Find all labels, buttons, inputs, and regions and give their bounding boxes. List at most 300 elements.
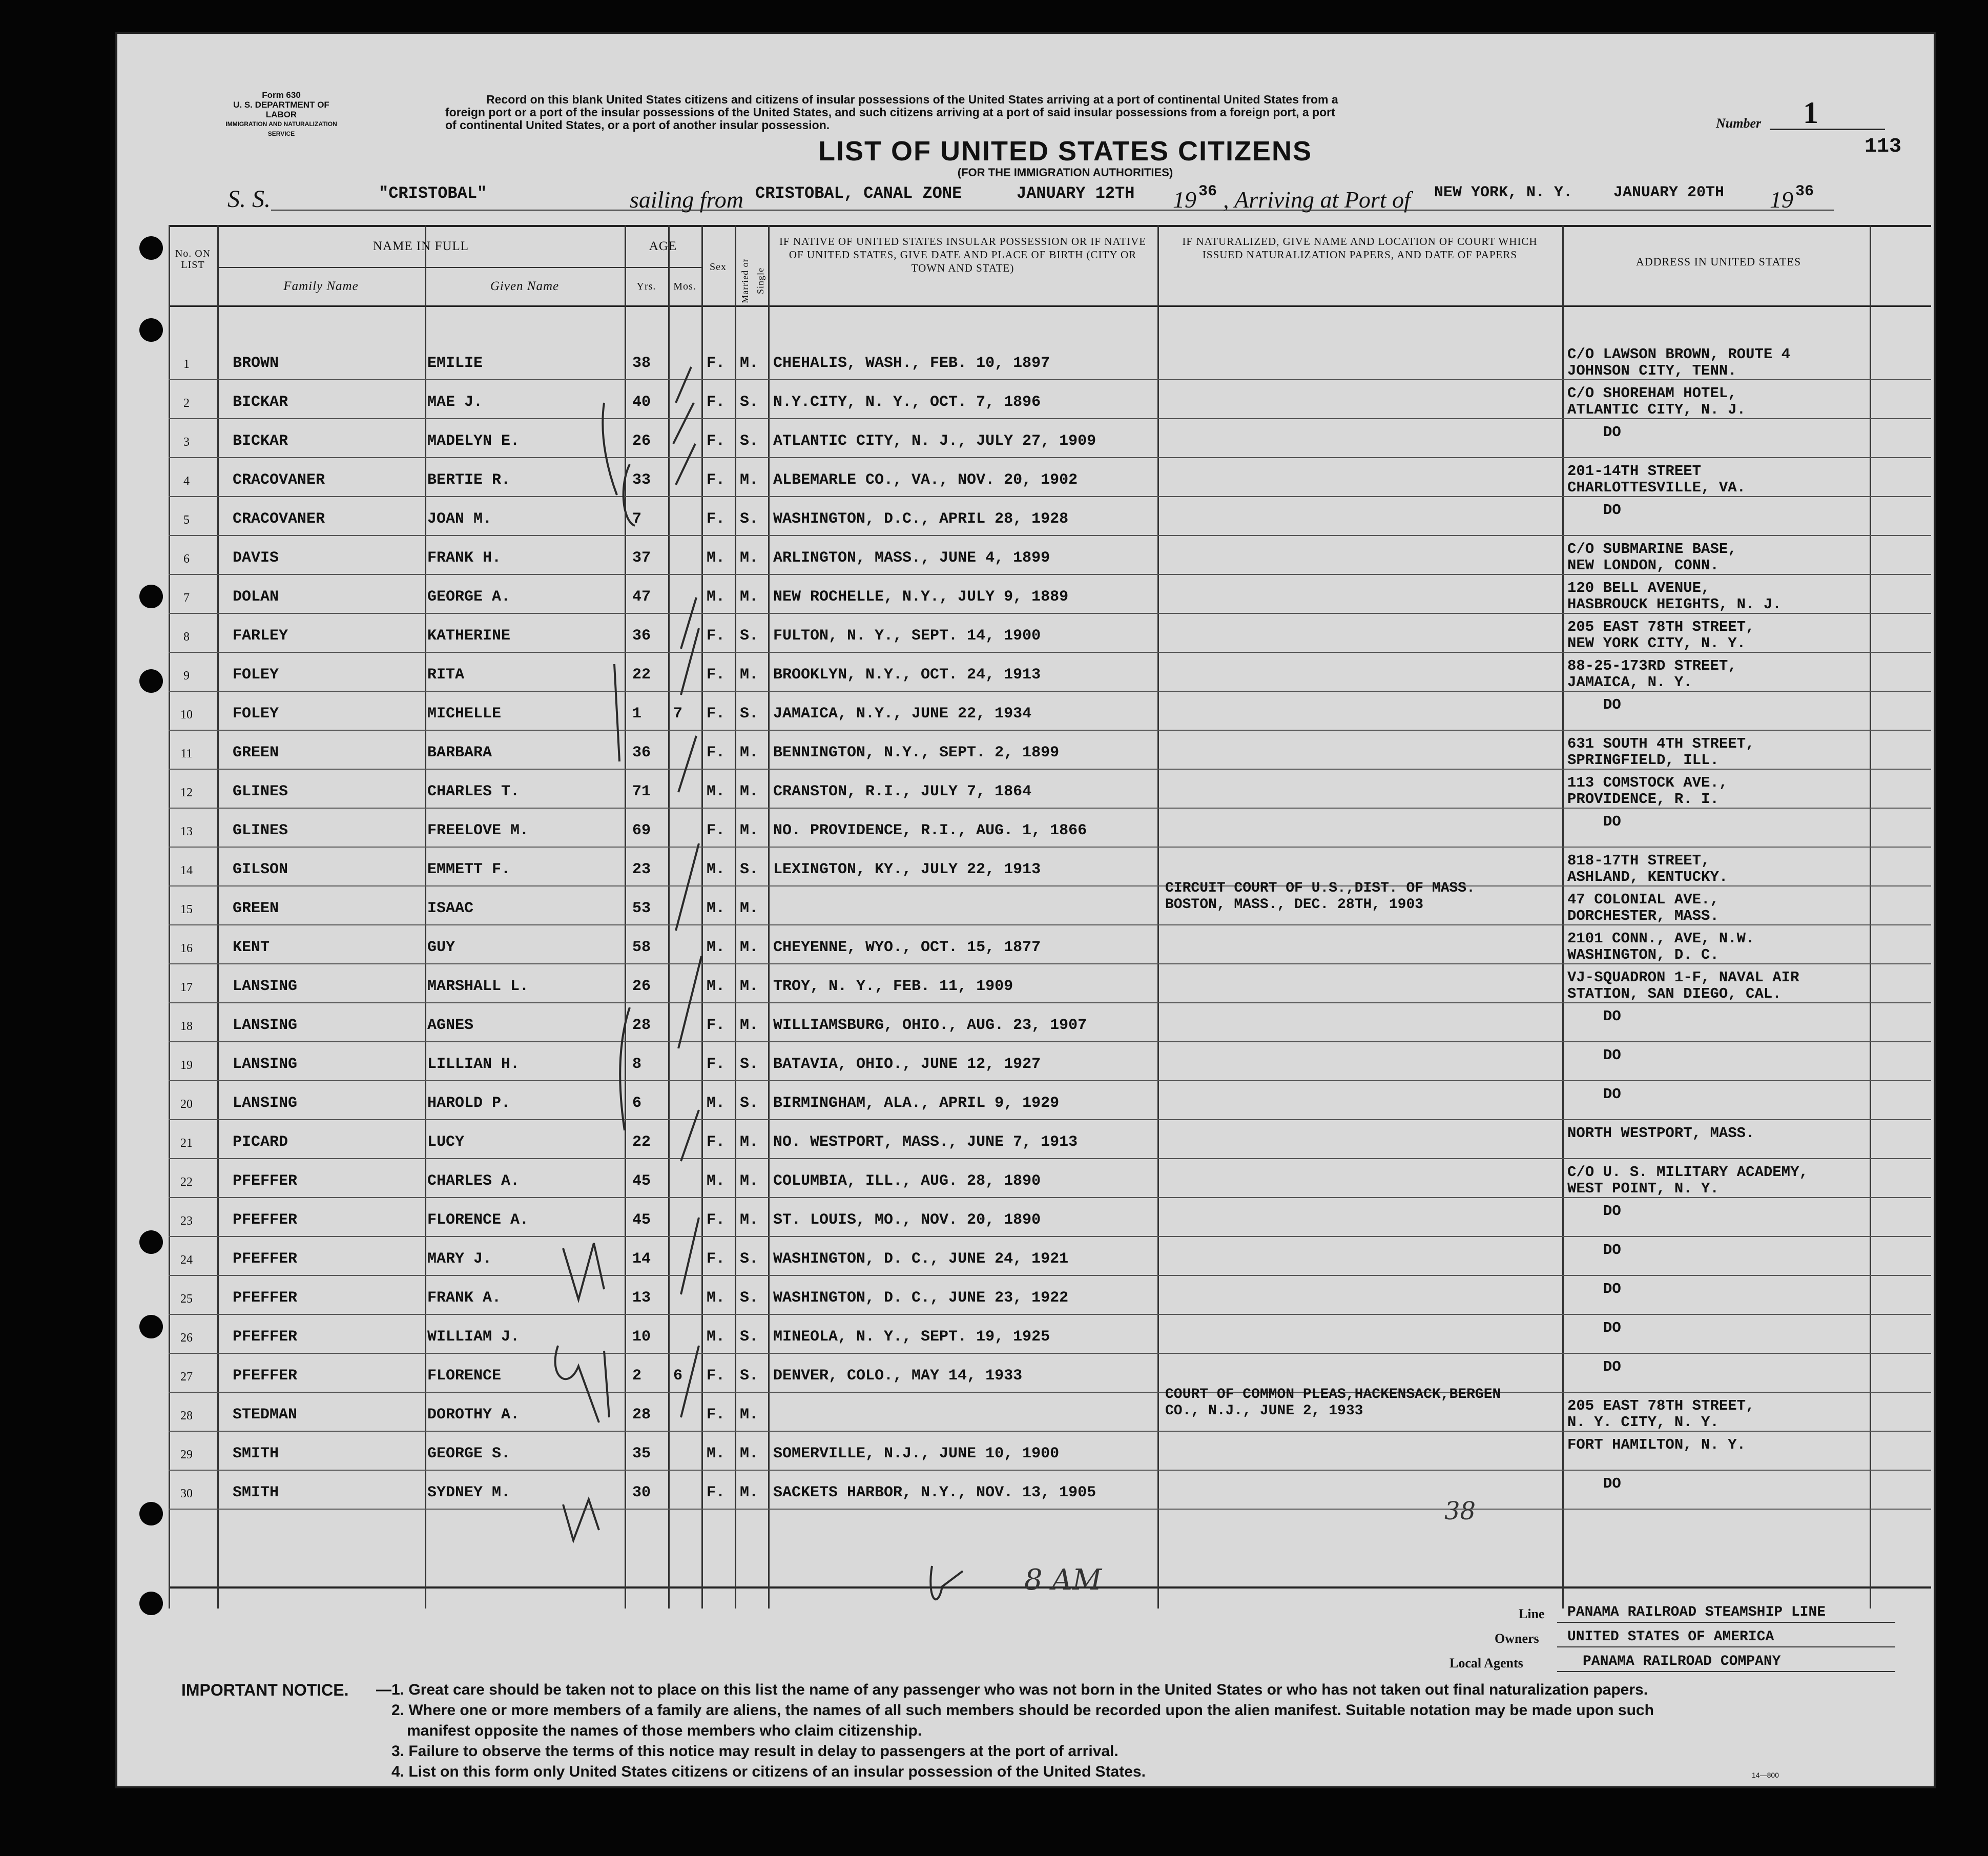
cell-yrs: 33	[632, 471, 651, 489]
cell-birth: DENVER, COLO., MAY 14, 1933	[773, 1367, 1023, 1385]
cell-birth: LEXINGTON, KY., JULY 22, 1913	[773, 861, 1041, 878]
address-line: 88-25-173RD STREET,	[1567, 657, 1737, 674]
address-line: ATLANTIC CITY, N. J.	[1567, 401, 1746, 418]
cell-given: FLORENCE	[427, 1367, 502, 1385]
cell-sex: M.	[707, 1445, 726, 1462]
cell-yrs: 36	[632, 627, 651, 645]
cell-birth: ARLINGTON, MASS., JUNE 4, 1899	[773, 549, 1050, 567]
pen-stroke	[930, 1566, 963, 1599]
cell-yrs: 8	[632, 1056, 642, 1073]
header-age: AGE	[649, 239, 677, 253]
notice-item: 4. List on this form only United States citizens or citizens of an insular possession of the United States.	[391, 1763, 1146, 1780]
cell-sex: F.	[707, 432, 726, 450]
sailing-date: JANUARY 12TH	[1017, 184, 1135, 203]
cell-no: 27	[180, 1370, 193, 1384]
cell-family: PFEFFER	[233, 1250, 298, 1268]
address-line: ASHLAND, KENTUCKY.	[1567, 869, 1728, 885]
cell-sex: F.	[707, 1133, 726, 1151]
cell-sex: M.	[707, 900, 726, 917]
cell-no: 8	[183, 630, 190, 644]
check-mark	[678, 736, 696, 792]
cell-family: FARLEY	[233, 627, 288, 645]
cell-ms: S.	[740, 1095, 759, 1112]
cell-no: 20	[180, 1098, 193, 1111]
cell-no: 12	[180, 786, 193, 799]
address-line: C/O LAWSON BROWN, ROUTE 4	[1567, 346, 1791, 363]
cell-family: SMITH	[233, 1445, 279, 1462]
cell-sex: F.	[707, 705, 726, 723]
cell-yrs: 14	[632, 1250, 651, 1268]
number-value: 1	[1803, 96, 1818, 130]
cell-family: STEDMAN	[233, 1406, 298, 1424]
line-underline	[1557, 1622, 1895, 1623]
header-family-name: Family Name	[283, 279, 359, 293]
cell-yrs: 13	[632, 1289, 651, 1307]
cell-given: BERTIE R.	[427, 471, 511, 489]
address-line: NORTH WESTPORT, MASS.	[1567, 1125, 1755, 1142]
cell-birth: NEW ROCHELLE, N.Y., JULY 9, 1889	[773, 588, 1069, 606]
cell-given: AGNES	[427, 1017, 474, 1034]
pen-stroke	[604, 1351, 609, 1417]
cell-no: 5	[183, 513, 190, 527]
cell-ms: S.	[740, 627, 759, 645]
cell-ms: S.	[740, 432, 759, 450]
cell-no: 3	[183, 436, 190, 449]
cell-birth: CRANSTON, R.I., JULY 7, 1864	[773, 783, 1032, 800]
agents-label: Local Agents	[1449, 1656, 1523, 1671]
cell-ms: M.	[740, 783, 759, 800]
cell-family: PFEFFER	[233, 1328, 298, 1346]
sailing-label: sailing from	[630, 187, 743, 213]
cell-family: BROWN	[233, 355, 279, 372]
cell-birth: BENNINGTON, N.Y., SEPT. 2, 1899	[773, 744, 1060, 761]
handwritten-annotations	[117, 34, 1934, 1786]
cell-birth: N.Y.CITY, N. Y., OCT. 7, 1896	[773, 394, 1041, 411]
header-no: No. ON LIST	[175, 248, 211, 271]
cell-birth: WASHINGTON, D.C., APRIL 28, 1928	[773, 510, 1069, 528]
form-service: IMMIGRATION AND NATURALIZATION SERVICE	[225, 120, 337, 137]
arrival-year: 36	[1795, 183, 1814, 200]
check-mark	[681, 597, 696, 649]
cell-birth: WILLIAMSBURG, OHIO., AUG. 23, 1907	[773, 1017, 1087, 1034]
cell-no: 18	[180, 1020, 193, 1033]
cell-sex: M.	[707, 861, 726, 878]
cell-birth: WASHINGTON, D. C., JUNE 24, 1921	[773, 1250, 1069, 1268]
cell-ms: M.	[740, 978, 759, 995]
address-line: 2101 CONN., AVE, N.W.	[1567, 930, 1755, 947]
line-label: Line	[1519, 1606, 1545, 1621]
cell-no: 6	[183, 552, 190, 566]
address-line: DO	[1603, 813, 1621, 830]
cell-sex: F.	[707, 1211, 726, 1229]
cell-family: BICKAR	[233, 394, 288, 411]
cell-sex: F.	[707, 471, 726, 489]
cell-family: LANSING	[233, 978, 298, 995]
cell-given: GEORGE S.	[427, 1445, 511, 1462]
cell-birth: WASHINGTON, D. C., JUNE 23, 1922	[773, 1289, 1069, 1307]
cell-no: 13	[180, 825, 193, 838]
cell-birth: COLUMBIA, ILL., AUG. 28, 1890	[773, 1172, 1041, 1190]
address-line: FORT HAMILTON, N. Y.	[1567, 1436, 1746, 1453]
cell-given: EMILIE	[427, 355, 483, 372]
address-line: DO	[1603, 502, 1621, 519]
cell-no: 1	[183, 358, 190, 371]
cell-ms: S.	[740, 1367, 759, 1385]
form-number: Form 630	[262, 90, 301, 100]
cell-family: DAVIS	[233, 549, 279, 567]
cell-ms: S.	[740, 861, 759, 878]
cell-no: 10	[180, 708, 193, 721]
cell-given: WILLIAM J.	[427, 1328, 520, 1346]
punch-hole	[139, 1502, 163, 1525]
address-line: 201-14TH STREET	[1567, 463, 1702, 480]
address-line: SPRINGFIELD, ILL.	[1567, 752, 1719, 769]
cell-given: FRANK A.	[427, 1289, 502, 1307]
cell-given: CHARLES A.	[427, 1172, 520, 1190]
pen-stroke	[603, 403, 617, 495]
address-line: DO	[1603, 1358, 1621, 1375]
cell-family: LANSING	[233, 1056, 298, 1073]
cell-no: 16	[180, 942, 193, 955]
cell-yrs: 58	[632, 939, 651, 956]
cell-birth: NO. WESTPORT, MASS., JUNE 7, 1913	[773, 1133, 1078, 1151]
cell-no: 9	[183, 669, 190, 683]
pen-stroke	[563, 1499, 599, 1540]
address-line: 205 EAST 78TH STREET,	[1567, 1397, 1755, 1414]
address-line: DO	[1603, 1008, 1621, 1025]
check-mark	[676, 367, 691, 403]
cell-ms: M.	[740, 471, 759, 489]
manifest-sheet	[115, 32, 1936, 1788]
cell-ms: S.	[740, 1289, 759, 1307]
cell-ms: M.	[740, 1017, 759, 1034]
owners-label: Owners	[1495, 1631, 1539, 1646]
cell-yrs: 69	[632, 822, 651, 839]
cell-yrs: 22	[632, 666, 651, 684]
cell-no: 4	[183, 475, 190, 488]
header-naturalized: IF NATURALIZED, GIVE NAME AND LOCATION OF COURT WHICH ISSUED NATURALIZATION PAPERS, AND DATE OF PAPERS	[1182, 235, 1538, 261]
address-line: CHARLOTTESVILLE, VA.	[1567, 479, 1746, 496]
address-line: DO	[1603, 1203, 1621, 1220]
instruction-line: Record on this blank United States citizens and citizens of insular possessions of the United States arriving at a port of continental United States from a	[486, 93, 1338, 106]
pen-stroke	[614, 664, 619, 761]
cell-family: LANSING	[233, 1095, 298, 1112]
cell-no: 7	[183, 591, 190, 605]
cell-ms: M.	[740, 549, 759, 567]
cell-no: 2	[183, 397, 190, 410]
notice-heading: IMPORTANT NOTICE.	[181, 1681, 349, 1699]
check-mark	[676, 444, 695, 485]
cell-yrs: 53	[632, 900, 651, 917]
address-line: 205 EAST 78TH STREET,	[1567, 618, 1755, 635]
address-line: STATION, SAN DIEGO, CAL.	[1567, 985, 1782, 1002]
cell-sex: F.	[707, 1056, 726, 1073]
cell-yrs: 26	[632, 432, 651, 450]
header-address: ADDRESS IN UNITED STATES	[1635, 255, 1801, 268]
cell-yrs: 7	[632, 510, 642, 528]
cell-yrs: 45	[632, 1172, 651, 1190]
page-number: 113	[1865, 135, 1902, 158]
arriving-label: , Arriving at Port of	[1223, 187, 1411, 213]
instruction-line: foreign port or a port of the insular possessions of the United States, and such citizens arriving at a port of said insular possessions from a foreign port, a port	[445, 106, 1335, 119]
cell-given: GUY	[427, 939, 455, 956]
court-line: CO., N.J., JUNE 2, 1933	[1165, 1403, 1363, 1419]
notice-item: 2. Where one or more members of a family are aliens, the names of all such members should be recorded upon the alien manifest. Suitable notation may be made upon such	[391, 1702, 1654, 1719]
cell-family: DOLAN	[233, 588, 279, 606]
cell-ms: M.	[740, 1406, 759, 1424]
cell-yrs: 38	[632, 355, 651, 372]
handwritten-footer-note: 8 AM	[1024, 1563, 1102, 1597]
form-dept: U. S. DEPARTMENT OF LABOR	[233, 100, 329, 119]
check-mark	[681, 1110, 699, 1161]
cell-family: SMITH	[233, 1484, 279, 1501]
cell-no: 24	[180, 1253, 193, 1267]
cell-mos: 7	[673, 705, 683, 723]
cell-ms: M.	[740, 822, 759, 839]
cell-given: MADELYN E.	[427, 432, 520, 450]
cell-birth: SACKETS HARBOR, N.Y., NOV. 13, 1905	[773, 1484, 1096, 1501]
header-given-name: Given Name	[490, 279, 560, 293]
cell-ms: M.	[740, 939, 759, 956]
cell-yrs: 36	[632, 744, 651, 761]
handwritten-count: 38	[1444, 1497, 1476, 1525]
header-yrs: Yrs.	[636, 281, 656, 292]
cell-sex: M.	[707, 939, 726, 956]
cell-no: 19	[180, 1059, 193, 1072]
cell-no: 21	[180, 1137, 193, 1150]
court-line: COURT OF COMMON PLEAS,HACKENSACK,BERGEN	[1165, 1387, 1501, 1403]
address-line: 818-17TH STREET,	[1567, 852, 1710, 869]
address-line: DO	[1603, 1047, 1621, 1064]
cell-family: CRACOVANER	[233, 471, 325, 489]
cell-birth: BATAVIA, OHIO., JUNE 12, 1927	[773, 1056, 1041, 1073]
cell-given: ISAAC	[427, 900, 474, 917]
cell-birth: NO. PROVIDENCE, R.I., AUG. 1, 1866	[773, 822, 1087, 839]
cell-given: JOAN M.	[427, 510, 492, 528]
cell-no: 15	[180, 903, 193, 916]
cell-family: GLINES	[233, 783, 288, 800]
address-line: N. Y. CITY, N. Y.	[1567, 1414, 1719, 1431]
cell-family: PFEFFER	[233, 1289, 298, 1307]
cell-ms: S.	[740, 1328, 759, 1346]
cell-birth: BIRMINGHAM, ALA., APRIL 9, 1929	[773, 1095, 1060, 1112]
cell-given: MARSHALL L.	[427, 978, 529, 995]
notice-item: 3. Failure to observe the terms of this notice may result in delay to passengers at the port of arrival.	[391, 1743, 1119, 1760]
address-line: C/O SUBMARINE BASE,	[1567, 541, 1737, 558]
notice-item: —1. Great care should be taken not to place on this list the name of any passenger who was not born in the United States or who has not taken out final naturalization papers.	[376, 1681, 1648, 1698]
cell-birth: ATLANTIC CITY, N. J., JULY 27, 1909	[773, 432, 1096, 450]
cell-yrs: 35	[632, 1445, 651, 1462]
cell-ms: M.	[740, 666, 759, 684]
cell-sex: F.	[707, 1017, 726, 1034]
address-line: DORCHESTER, MASS.	[1567, 908, 1719, 924]
cell-given: GEORGE A.	[427, 588, 511, 606]
address-line: C/O SHOREHAM HOTEL,	[1567, 385, 1737, 402]
cell-sex: M.	[707, 1172, 726, 1190]
pen-stroke	[555, 1346, 599, 1422]
address-line: JOHNSON CITY, TENN.	[1567, 362, 1737, 379]
cell-given: RITA	[427, 666, 465, 684]
cell-sex: F.	[707, 666, 726, 684]
address-line: VJ-SQUADRON 1-F, NAVAL AIR	[1567, 969, 1799, 986]
cell-given: LILLIAN H.	[427, 1056, 520, 1073]
line-info	[1449, 1604, 1911, 1681]
cell-birth: BROOKLYN, N.Y., OCT. 24, 1913	[773, 666, 1041, 684]
cell-no: 17	[180, 981, 193, 994]
address-line: PROVIDENCE, R. I.	[1567, 791, 1719, 808]
year-prefix: 19	[1173, 187, 1196, 213]
cell-ms: M.	[740, 1484, 759, 1501]
check-mark	[681, 1218, 699, 1294]
cell-ms: M.	[740, 1211, 759, 1229]
cell-yrs: 71	[632, 783, 651, 800]
punch-hole	[139, 318, 163, 342]
address-line: NEW YORK CITY, N. Y.	[1567, 635, 1746, 652]
cell-yrs: 40	[632, 394, 651, 411]
number-label: Number	[1716, 116, 1762, 131]
check-mark	[676, 843, 699, 931]
cell-yrs: 30	[632, 1484, 651, 1501]
cell-birth: TROY, N. Y., FEB. 11, 1909	[773, 978, 1013, 995]
arrival-date: JANUARY 20TH	[1613, 184, 1725, 201]
cell-given: FLORENCE A.	[427, 1211, 529, 1229]
cell-family: PFEFFER	[233, 1211, 298, 1229]
cell-sex: M.	[707, 1095, 726, 1112]
address-line: 631 SOUTH 4TH STREET,	[1567, 735, 1755, 752]
year-prefix: 19	[1770, 187, 1793, 213]
address-line: DO	[1603, 1086, 1621, 1103]
punch-hole	[139, 236, 163, 260]
cell-no: 30	[180, 1487, 193, 1500]
cell-sex: F.	[707, 744, 726, 761]
cell-ms: M.	[740, 1133, 759, 1151]
cell-birth: CHEHALIS, WASH., FEB. 10, 1897	[773, 355, 1050, 372]
cell-birth: MINEOLA, N. Y., SEPT. 19, 1925	[773, 1328, 1050, 1346]
cell-given: MAE J.	[427, 394, 483, 411]
cell-given: FRANK H.	[427, 549, 502, 567]
cell-birth: ALBEMARLE CO., VA., NOV. 20, 1902	[773, 471, 1078, 489]
cell-birth: ST. LOUIS, MO., NOV. 20, 1890	[773, 1211, 1041, 1229]
print-code: 14—800	[1752, 1771, 1779, 1779]
page-title: LIST OF UNITED STATES CITIZENS	[818, 136, 1312, 167]
cell-birth: CHEYENNE, WYO., OCT. 15, 1877	[773, 939, 1041, 956]
cell-yrs: 37	[632, 549, 651, 567]
cell-yrs: 23	[632, 861, 651, 878]
cell-yrs: 2	[632, 1367, 642, 1385]
pen-stroke	[620, 1007, 630, 1130]
cell-sex: F.	[707, 510, 726, 528]
cell-sex: F.	[707, 394, 726, 411]
cell-ms: M.	[740, 900, 759, 917]
cell-sex: M.	[707, 978, 726, 995]
cell-ms: S.	[740, 1250, 759, 1268]
instruction-line: of continental United States, or a port of another insular possession.	[445, 118, 830, 132]
cell-family: LANSING	[233, 1017, 298, 1034]
header-name-in-full: NAME IN FULL	[373, 239, 469, 253]
cell-sex: M.	[707, 783, 726, 800]
cell-sex: F.	[707, 822, 726, 839]
cell-given: HAROLD P.	[427, 1095, 511, 1112]
cell-sex: M.	[707, 1328, 726, 1346]
cell-yrs: 1	[632, 705, 642, 723]
cell-family: GILSON	[233, 861, 288, 878]
court-line: BOSTON, MASS., DEC. 28TH, 1903	[1165, 897, 1424, 913]
cell-yrs: 28	[632, 1406, 651, 1424]
owners-value: UNITED STATES OF AMERICA	[1567, 1629, 1774, 1645]
address-line: 113 COMSTOCK AVE.,	[1567, 774, 1728, 791]
cell-sex: F.	[707, 1367, 726, 1385]
pen-stroke	[563, 1243, 604, 1300]
address-line: WASHINGTON, D. C.	[1567, 946, 1719, 963]
cell-no: 23	[180, 1214, 193, 1228]
cell-sex: F.	[707, 627, 726, 645]
cell-given: KATHERINE	[427, 627, 511, 645]
punch-hole	[139, 1315, 163, 1338]
pen-stroke	[624, 464, 635, 526]
cell-sex: F.	[707, 355, 726, 372]
address-line: DO	[1603, 1242, 1621, 1259]
page-subtitle: (FOR THE IMMIGRATION AUTHORITIES)	[957, 166, 1173, 179]
agents-value: PANAMA RAILROAD COMPANY	[1583, 1654, 1781, 1669]
address-line: DO	[1603, 424, 1621, 441]
header-birth: IF NATIVE OF UNITED STATES INSULAR POSSESSION OR IF NATIVE OF UNITED STATES, GIVE DATE AND PLACE OF BIRTH (CITY OR TOWN AND STATE)	[779, 235, 1147, 274]
address-line: WEST POINT, N. Y.	[1567, 1180, 1719, 1197]
punch-hole	[139, 1230, 163, 1254]
ss-label: S. S.	[227, 185, 271, 213]
cell-ms: M.	[740, 1172, 759, 1190]
cell-given: EMMETT F.	[427, 861, 511, 878]
cell-ms: M.	[740, 1445, 759, 1462]
check-mark	[673, 403, 694, 444]
cell-given: FREELOVE M.	[427, 822, 529, 839]
agents-underline	[1557, 1671, 1895, 1672]
cell-mos: 6	[673, 1367, 683, 1385]
cell-ms: S.	[740, 705, 759, 723]
punch-hole	[139, 669, 163, 693]
owners-underline	[1557, 1646, 1895, 1647]
address-line: 47 COLONIAL AVE.,	[1567, 891, 1719, 908]
cell-family: CRACOVANER	[233, 510, 325, 528]
arrival-port: NEW YORK, N. Y.	[1434, 184, 1573, 201]
cell-yrs: 6	[632, 1095, 642, 1112]
cell-family: PFEFFER	[233, 1172, 298, 1190]
ship-name: "CRISTOBAL"	[379, 184, 487, 203]
cell-given: DOROTHY A.	[427, 1406, 520, 1424]
cell-ms: S.	[740, 394, 759, 411]
cell-sex: M.	[707, 588, 726, 606]
cell-ms: S.	[740, 1056, 759, 1073]
header-married-single: Married or Single	[740, 258, 765, 303]
address-line: DO	[1603, 1475, 1621, 1492]
cell-no: 14	[180, 864, 193, 877]
address-line: DO	[1603, 696, 1621, 713]
cell-birth: JAMAICA, N.Y., JUNE 22, 1934	[773, 705, 1032, 723]
address-line: C/O U. S. MILITARY ACADEMY,	[1567, 1164, 1808, 1181]
cell-yrs: 22	[632, 1133, 651, 1151]
address-line: DO	[1603, 1319, 1621, 1336]
cell-ms: M.	[740, 744, 759, 761]
address-line: DO	[1603, 1281, 1621, 1297]
cell-given: BARBARA	[427, 744, 492, 761]
address-line: JAMAICA, N. Y.	[1567, 674, 1692, 691]
cell-given: CHARLES T.	[427, 783, 520, 800]
cell-family: BICKAR	[233, 432, 288, 450]
cell-no: 26	[180, 1331, 193, 1345]
cell-given: LUCY	[427, 1133, 465, 1151]
cell-family: FOLEY	[233, 666, 279, 684]
cell-sex: F.	[707, 1484, 726, 1501]
check-mark	[678, 956, 701, 1048]
